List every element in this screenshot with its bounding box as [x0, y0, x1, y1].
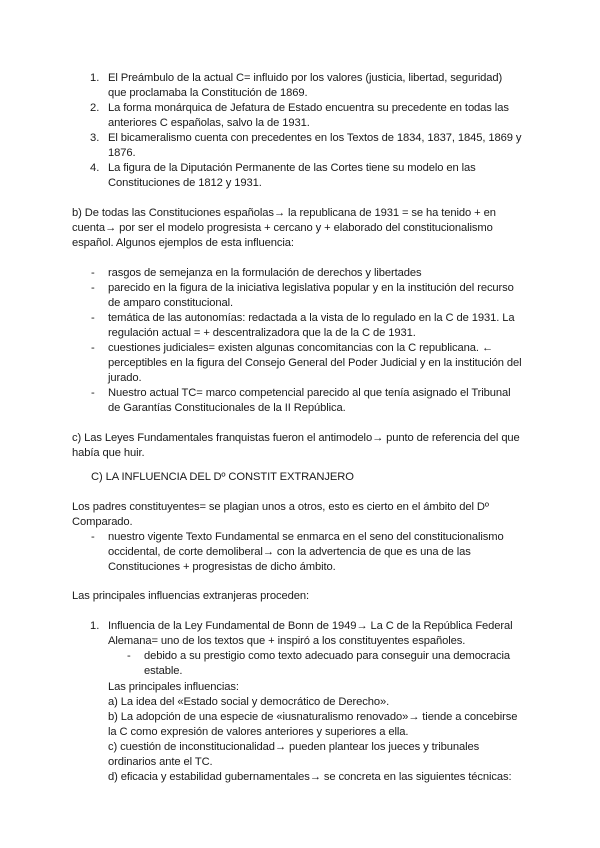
bullet-text: perceptibles en la figura del Consejo General del Poder Judicial y en la institución del: [108, 357, 522, 369]
list-item-text: La forma monárquica de Jefatura de Estado encuentra su precedente en todas las: [108, 102, 509, 114]
paragraph-line: b) De todas las Constituciones españolas→ la republicana de 1931 = se ha tenido + en: [72, 207, 496, 219]
list-number: 3.: [90, 132, 100, 144]
dash-bullet: -: [91, 387, 95, 399]
list-item-text: 1876.: [108, 147, 136, 159]
sub-bullet-text: estable.: [144, 665, 183, 677]
list-number: 4.: [90, 162, 100, 174]
sub-bullet-text: debido a su prestigio como texto adecuado para conseguir una democracia: [144, 650, 511, 662]
paragraph-line: había que huir.: [72, 447, 145, 459]
dash-bullet: -: [91, 342, 95, 354]
bullet-text: de Garantías Constitucionales de la II República.: [108, 402, 346, 414]
bullet-text: regulación actual = + descentralizadora que la de la C de 1931.: [108, 327, 416, 339]
dash-bullet: -: [91, 267, 95, 279]
list-item-text: Constituciones de 1812 y 1931.: [108, 177, 262, 189]
bullet-text: temática de las autonomías: redactada a la vista de lo regulado en la C de 1931. La: [108, 312, 515, 324]
list-number: 1.: [90, 72, 100, 84]
list-item-text: Alemana= uno de los textos que + inspiró a los constituyentes españoles.: [108, 635, 466, 647]
influence-item: a) La idea del «Estado social y democrático de Derecho».: [108, 696, 390, 708]
bullet-text: nuestro vigente Texto Fundamental se enmarca en el seno del constitucionalismo: [108, 531, 504, 543]
list-item-text: anteriores C españolas, salvo la de 1931.: [108, 117, 310, 129]
bullet-text: rasgos de semejanza en la formulación de derechos y libertades: [108, 267, 422, 279]
list-item-text: El Preámbulo de la actual C= influido por los valores (justicia, libertad, seguridad): [108, 72, 503, 84]
paragraph-line: Comparado.: [72, 516, 133, 528]
influence-item: ordinarios ante el TC.: [108, 756, 213, 768]
list-item-text: La figura de la Diputación Permanente de las Cortes tiene su modelo en las: [108, 162, 476, 174]
influencias-label: Las principales influencias:: [108, 681, 239, 693]
dash-bullet: -: [91, 531, 95, 543]
list-item-text: El bicameralismo cuenta con precedentes en los Textos de 1834, 1837, 1845, 1869 y: [108, 132, 522, 144]
bullet-text: Nuestro actual TC= marco competencial parecido al que tenía asignado el Tribunal: [108, 387, 511, 399]
influence-item: la C como expresión de valores anteriores y superiores a ella.: [108, 726, 409, 738]
list-item-text: Influencia de la Ley Fundamental de Bonn de 1949→ La C de la República Federal: [108, 620, 513, 632]
bullet-text: de amparo constitucional.: [108, 297, 233, 309]
list-number: 2.: [90, 102, 100, 114]
dash-bullet: -: [91, 282, 95, 294]
list-item-text: que proclamaba la Constitución de 1869.: [108, 87, 308, 99]
paragraph-line: Las principales influencias extranjeras proceden:: [72, 590, 310, 602]
paragraph-line: Los padres constituyentes= se plagian unos a otros, esto es cierto en el ámbito del Dº: [72, 501, 489, 513]
paragraph-line: c) Las Leyes Fundamentales franquistas fueron el antimodelo→ punto de referencia del que: [72, 432, 520, 444]
paragraph-line: cuenta→ por ser el modelo progresista + cercano y + elaborado del constitucionalismo: [72, 222, 493, 234]
bullet-text: occidental, de corte demoliberal→ con la advertencia de que es una de las: [108, 546, 471, 558]
paragraph-line: español. Algunos ejemplos de esta influencia:: [72, 237, 294, 249]
bullet-text: jurado.: [108, 372, 142, 384]
influence-item: d) eficacia y estabilidad gubernamentales→ se concreta en las siguientes técnicas:: [108, 771, 512, 783]
bullet-text: Constituciones + progresistas de dicho ámbito.: [108, 561, 336, 573]
list-number: 1.: [90, 620, 100, 632]
bullet-text: cuestiones judiciales= existen algunas concomitancias con la C republicana. ←: [108, 342, 494, 354]
section-heading: C) LA INFLUENCIA DEL Dº CONSTIT EXTRANJERO: [91, 471, 354, 483]
dash-bullet: -: [127, 650, 131, 662]
influence-item: b) La adopción de una especie de «iusnaturalismo renovado»→ tiende a concebirse: [108, 711, 518, 723]
influence-item: c) cuestión de inconstitucionalidad→ pueden plantear los jueces y tribunales: [108, 741, 480, 753]
dash-bullet: -: [91, 312, 95, 324]
bullet-text: parecido en la figura de la iniciativa legislativa popular y en la institución del recurso: [108, 282, 514, 294]
